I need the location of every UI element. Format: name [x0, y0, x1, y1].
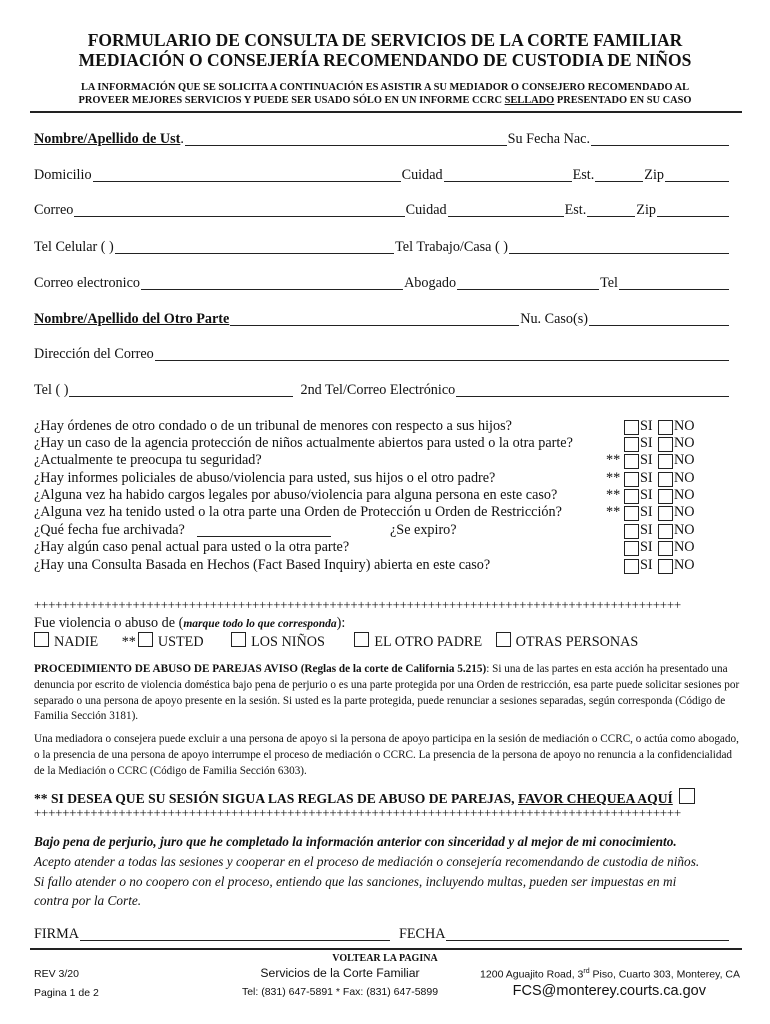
address-field[interactable] — [93, 167, 401, 182]
violence-options: NADIE ** USTED LOS NIÑOS EL OTRO PADRE OTRAS PERSONAS — [34, 632, 638, 651]
no-label: NO — [674, 435, 695, 451]
no-label: NO — [674, 557, 695, 573]
other-second-contact-field[interactable] — [456, 382, 729, 397]
question-text: ¿Qué fecha fue archivada? — [34, 522, 185, 538]
page-number: Pagina 1 de 2 — [34, 987, 99, 999]
state-field[interactable] — [595, 167, 643, 182]
checkbox-no[interactable] — [658, 541, 673, 556]
mail-zip-field[interactable] — [657, 202, 729, 217]
checkbox-si[interactable] — [624, 472, 639, 487]
name-row: Nombre/Apellido de Ust . Su Fecha Nac. — [34, 130, 730, 148]
question-row — [34, 557, 734, 574]
filed-date-field[interactable] — [197, 536, 331, 537]
question-text: ¿Hay algún caso penal actual para usted o la otra parte? — [34, 539, 350, 555]
checkbox-si[interactable] — [624, 454, 639, 469]
si-label: SI — [640, 435, 653, 451]
no-label: NO — [674, 522, 695, 538]
zip-field[interactable] — [665, 167, 729, 182]
support-person-notice: Una mediadora o consejera puede excluir a una persona de apoyo si la persona de apoyo participa en la sesión de mediación o CCRC, o actúa como abogado, o la presencia de una persona de apoyo interrumpe el proceso de mediación o CCRC. La presencia de la persona de apoyo no renuncia a la confidencialidad de la Mediación o CCRC (Código de Familia Sección 6303). — [34, 733, 739, 777]
question-row — [34, 418, 734, 435]
address-row: Domicilio Cuidad Est. Zip — [34, 166, 730, 184]
question-text: ¿Hay informes policiales de abuso/violencia para usted, sus hijos o el otro padre? — [34, 470, 496, 486]
no-label: NO — [674, 504, 695, 520]
date-field[interactable] — [446, 926, 729, 941]
other-party-row: Nombre/Apellido del Otro Parte Nu. Caso(s) — [34, 310, 730, 328]
header-divider — [30, 111, 742, 113]
no-label: NO — [674, 418, 695, 434]
mail-city-field[interactable] — [448, 202, 564, 217]
question-text: ¿Alguna vez ha tenido usted o la otra parte una Orden de Protección u Orden de Restricción? — [34, 504, 562, 520]
checkbox-no[interactable] — [658, 472, 673, 487]
checkbox-si[interactable] — [624, 559, 639, 574]
dv-rules-request: ** SI DESEA QUE SU SESIÓN SIGUA LAS REGLAS DE ABUSO DE PAREJAS, FAVOR CHEQUEA AQUÍ — [34, 788, 700, 808]
checkbox-no[interactable] — [658, 489, 673, 504]
si-label: SI — [640, 522, 653, 538]
question-text: ¿Hay una Consulta Basada en Hechos (Fact Based Inquiry) abierta en este caso? — [34, 557, 491, 573]
info-line-2: PROVEER MEJORES SERVICIOS Y PUEDE SER USADO SÓLO EN UN INFORME CCRC SELLADO PRESENTADO EN SU CASO — [78, 95, 692, 106]
sanctions-statement: Si fallo atender o no coopero con el proceso, entiendo que las sanciones, incluyendo multas, pueden ser impuestas en mi — [34, 874, 677, 889]
checkbox-no[interactable] — [658, 437, 673, 452]
checkbox-nadie[interactable] — [34, 632, 49, 647]
other-party-field[interactable] — [230, 311, 519, 326]
other-address-row: Dirección del Correo — [34, 345, 730, 363]
checkbox-usted[interactable] — [138, 632, 153, 647]
procedure-notice: PROCEDIMIENTO DE ABUSO DE PAREJAS AVISO (Reglas de la corte de California 5.215): Si una de las partes en esta acción ha presentado una denuncia por escrito de violencia doméstica bajo pena de perjurio o es una parte protegida por una Orden de restricción, esa parte puede solicitar sesiones por separado o una persona de apoyo presente en la sesión. Si usted es la parte protegida, puede renunciar a sesiones separadas, según corresponda (Código de Familia Sección 3181). — [34, 663, 740, 723]
name-field[interactable] — [185, 131, 507, 146]
question-text: ¿Hay órdenes de otro condado o de un tribunal de menores con respecto a sus hijos? — [34, 418, 512, 434]
si-label: SI — [640, 504, 653, 520]
work-phone-field[interactable] — [509, 239, 729, 254]
mail-state-field[interactable] — [587, 202, 635, 217]
attorney-tel-field[interactable] — [619, 275, 729, 290]
checkbox-si[interactable] — [624, 506, 639, 521]
question-flag: ** — [606, 452, 621, 468]
case-number-field[interactable] — [589, 311, 729, 326]
department-address: 1200 Aguajito Road, 3rd Piso, Cuarto 303, Monterey, CA — [480, 968, 740, 981]
attorney-field[interactable] — [457, 275, 599, 290]
no-label: NO — [674, 539, 695, 555]
mail-row: Correo Cuidad Est. Zip — [34, 201, 730, 219]
info-line-1: LA INFORMACIÓN QUE SE SOLICITA A CONTINUACIÓN ES ASISTIR A SU MEDIADOR O CONSEJERO RECOMENDADO AL — [80, 82, 690, 93]
checkbox-si[interactable] — [624, 437, 639, 452]
checkbox-si[interactable] — [624, 541, 639, 556]
department-name: Servicios de la Corte Familiar — [260, 966, 420, 980]
si-label: SI — [640, 418, 653, 434]
other-phone-row: Tel ( ) 2nd Tel/Correo Electrónico — [34, 381, 730, 399]
question-row — [34, 504, 734, 521]
question-flag: ** — [606, 470, 621, 486]
violence-label: Fue violencia o abuso de (marque todo lo que corresponda): — [34, 615, 346, 631]
si-label: SI — [640, 557, 653, 573]
checkbox-si[interactable] — [624, 420, 639, 435]
checkbox-no[interactable] — [658, 524, 673, 539]
turn-page-note: VOLTEAR LA PAGINA — [332, 953, 438, 964]
question-row — [34, 487, 734, 504]
phone-row: Tel Celular ( ) Tel Trabajo/Casa ( ) — [34, 238, 730, 256]
si-label: SI — [640, 487, 653, 503]
mail-field[interactable] — [74, 202, 404, 217]
checkbox-no[interactable] — [658, 506, 673, 521]
attendance-statement: Acepto atender a todas las sesiones y cooperar en el proceso de mediación o consejería recomendando de custodia de niños. — [34, 854, 700, 869]
question-flag: ** — [606, 504, 621, 520]
question-text: ¿Alguna vez ha habido cargos legales por abuso/violencia para alguna persona en este caso? — [34, 487, 558, 503]
email-row: Correo electronico Abogado Tel — [34, 274, 730, 292]
question-text: ¿Actualmente te preocupa tu seguridad? — [34, 452, 262, 468]
question-row — [34, 435, 734, 452]
city-field[interactable] — [444, 167, 572, 182]
signature-row: FIRMA FECHA — [34, 925, 730, 943]
checkbox-ninos[interactable] — [231, 632, 246, 647]
question-flag: ** — [606, 487, 621, 503]
question-row — [34, 522, 734, 539]
question-row — [34, 470, 734, 487]
checkbox-si[interactable] — [624, 524, 639, 539]
no-label: NO — [674, 487, 695, 503]
perjury-statement: Bajo pena de perjurio, juro que he completado la información anterior con sinceridad y al mejor de mi conocimiento. — [34, 834, 677, 849]
revision: REV 3/20 — [34, 968, 79, 980]
expired-label: ¿Se expiro? — [390, 522, 457, 538]
checkbox-otro-padre[interactable] — [354, 632, 369, 647]
signature-field[interactable] — [80, 926, 390, 941]
no-label: NO — [674, 452, 695, 468]
dv-rules-checkbox[interactable] — [679, 788, 695, 804]
cell-phone-field[interactable] — [115, 239, 394, 254]
si-label: SI — [640, 452, 653, 468]
separator-plus-1: ++++++++++++++++++++++++++++++++++++++++++++++++++++++++++++++++++++++++++++++++++++++++++++ — [34, 598, 681, 612]
question-row — [34, 452, 734, 469]
other-phone-field[interactable] — [69, 382, 293, 397]
sanctions-statement-cont: contra por la Corte. — [34, 893, 142, 908]
separator-plus-2: ++++++++++++++++++++++++++++++++++++++++++++++++++++++++++++++++++++++++++++++++++++++++++++ — [34, 806, 681, 820]
si-label: SI — [640, 470, 653, 486]
department-email[interactable]: FCS@monterey.courts.ca.gov — [512, 983, 706, 999]
checkbox-si[interactable] — [624, 489, 639, 504]
form-subtitle: MEDIACIÓN O CONSEJERÍA RECOMENDANDO DE CUSTODIA DE NIÑOS — [78, 50, 692, 70]
checkbox-no[interactable] — [658, 420, 673, 435]
no-label: NO — [674, 470, 695, 486]
checkbox-no[interactable] — [658, 559, 673, 574]
footer-divider — [30, 948, 742, 950]
other-address-field[interactable] — [155, 346, 729, 361]
question-text: ¿Hay un caso de la agencia protección de niños actualmente abiertos para usted o la otra parte? — [34, 435, 573, 451]
checkbox-otras-personas[interactable] — [496, 632, 511, 647]
email-field[interactable] — [141, 275, 403, 290]
form-title: FORMULARIO DE CONSULTA DE SERVICIOS DE LA CORTE FAMILIAR — [87, 30, 683, 50]
department-phone: Tel: (831) 647-5891 * Fax: (831) 647-5899 — [241, 986, 439, 998]
question-row — [34, 539, 734, 556]
birthdate-field[interactable] — [591, 131, 729, 146]
si-label: SI — [640, 539, 653, 555]
checkbox-no[interactable] — [658, 454, 673, 469]
